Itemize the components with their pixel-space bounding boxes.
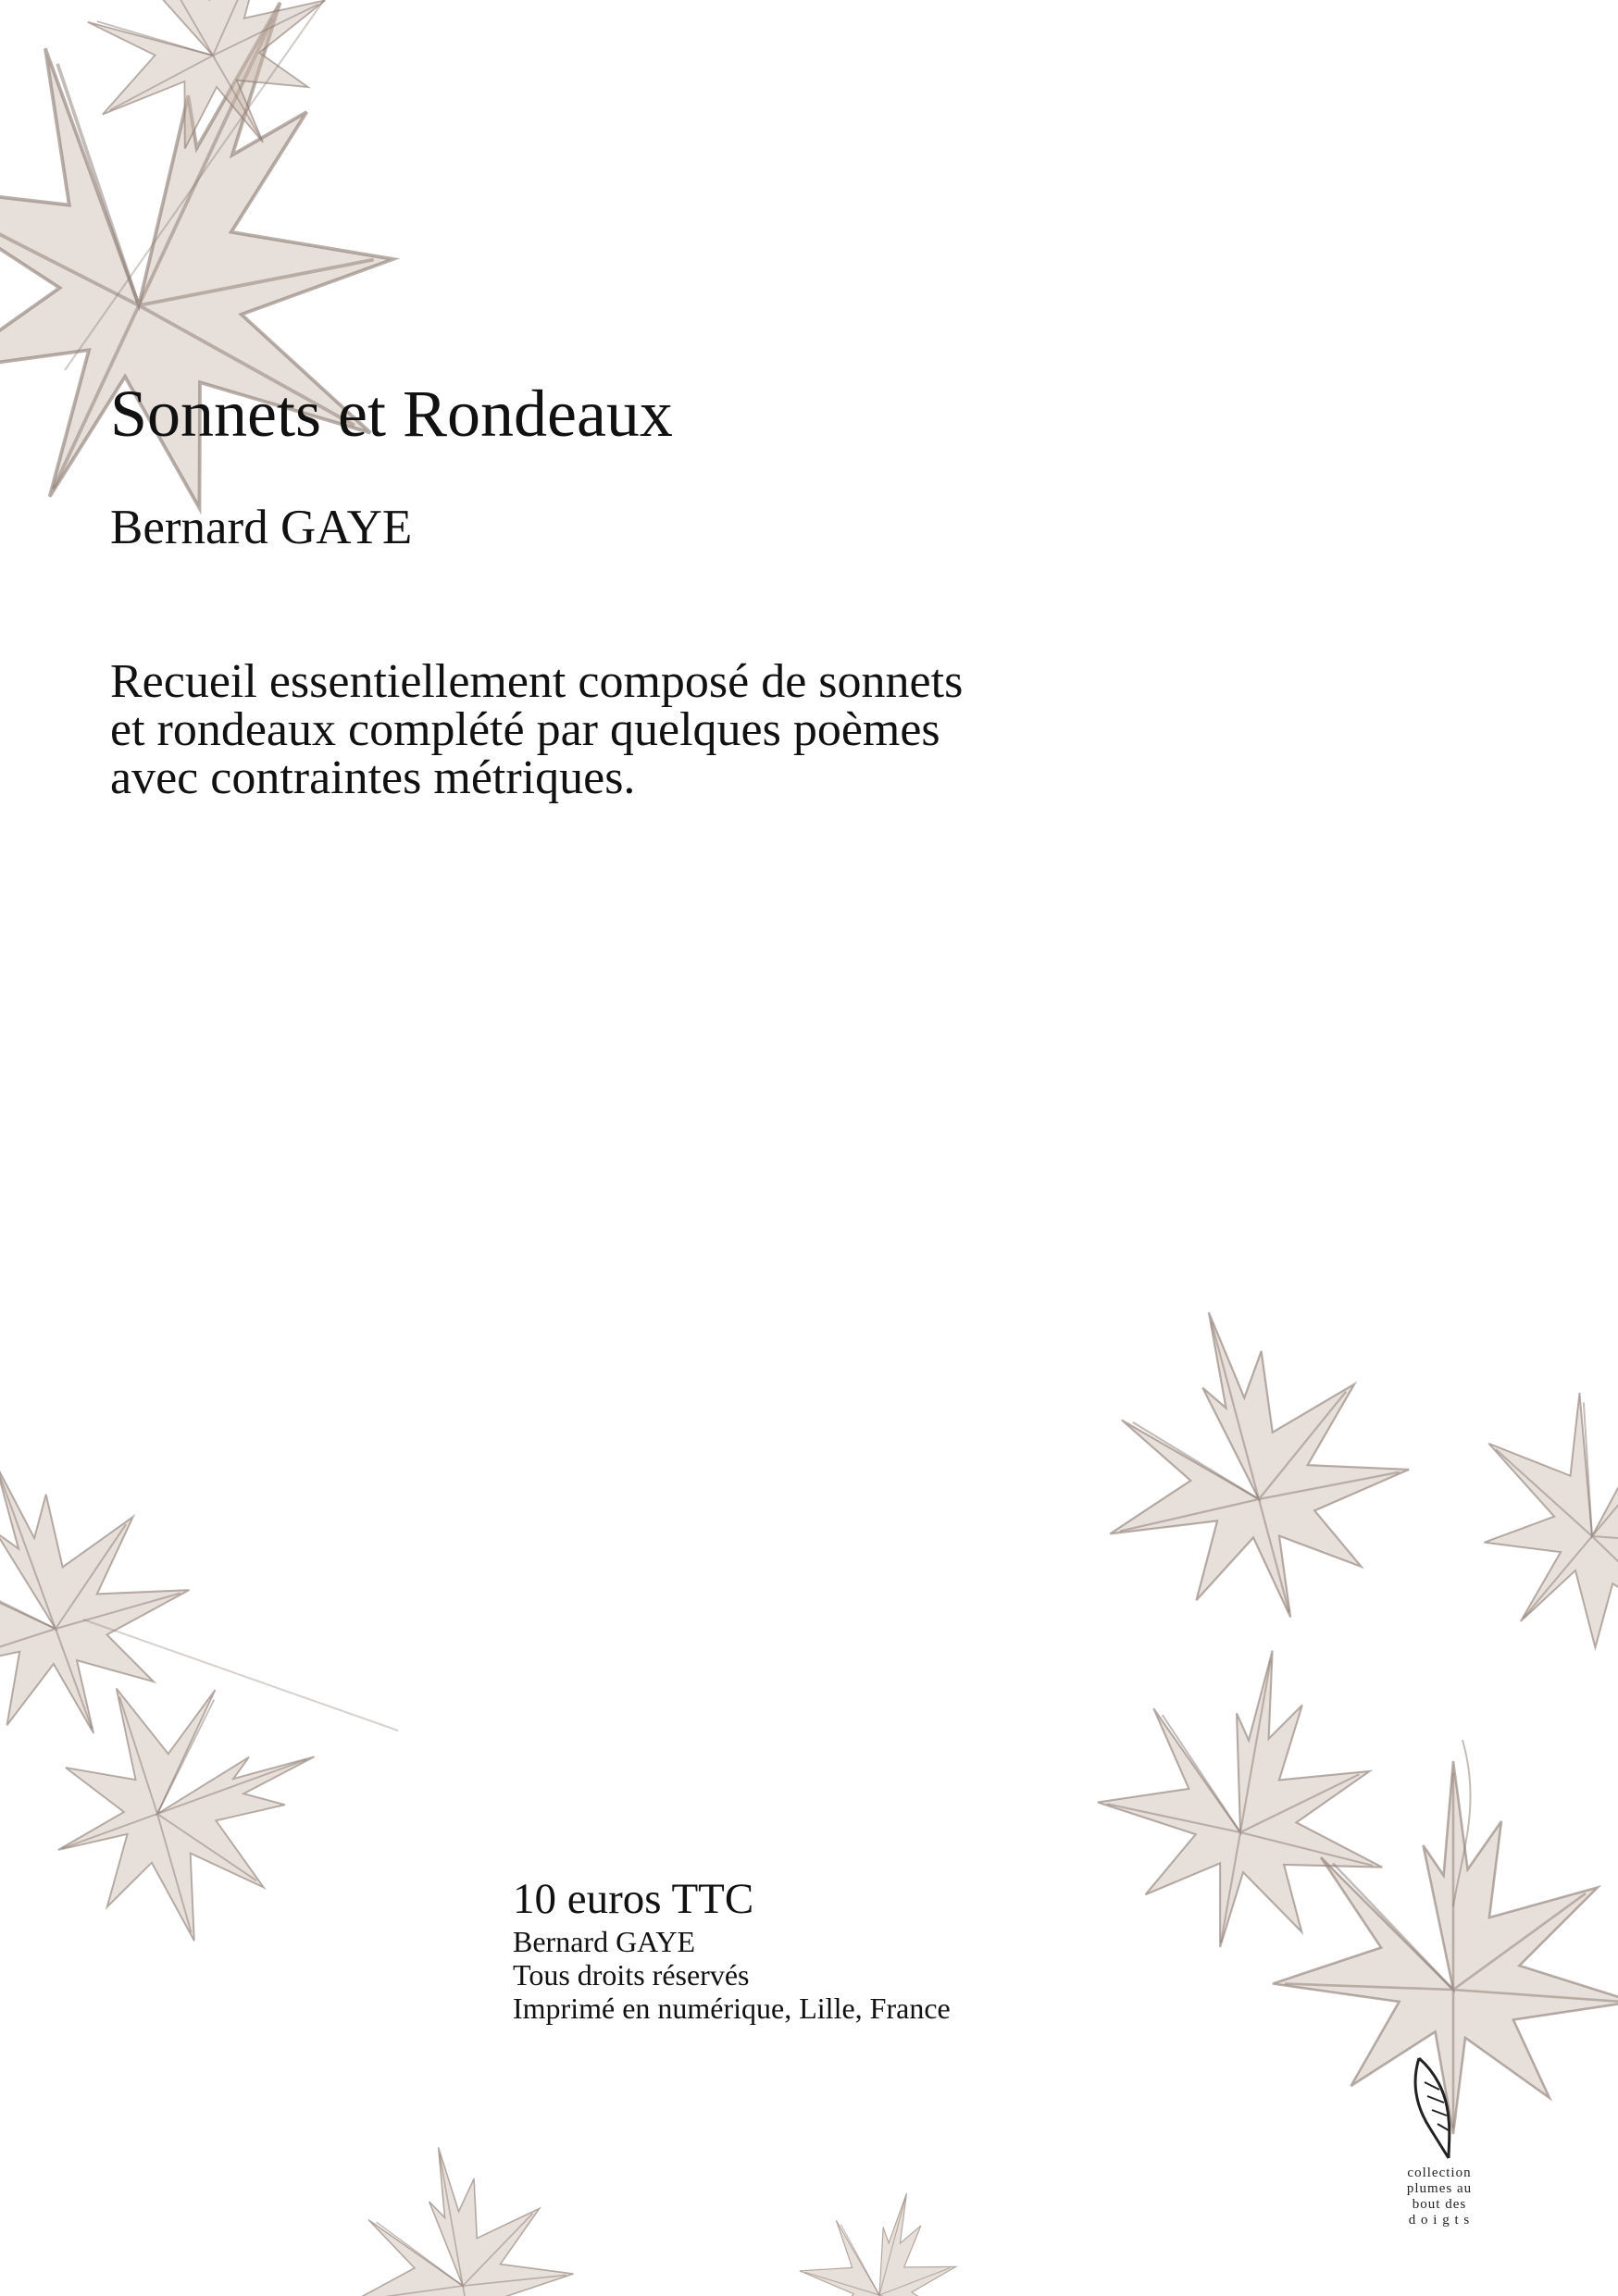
logo-line: bout des: [1412, 2197, 1467, 2212]
logo-line: collection: [1407, 2166, 1472, 2180]
blurb-line: et rondeaux complété par quelques poèmes: [110, 703, 940, 756]
collection-logo: [1388, 2054, 1490, 2228]
price: 10 euros TTC: [513, 1875, 754, 1923]
blurb-line: avec contraintes métriques.: [110, 751, 636, 804]
colophon-printing: Imprimé en numérique, Lille, France: [513, 1992, 951, 2025]
leaf-bottom-mid-edge: [781, 2172, 987, 2296]
book-blurb: [110, 655, 1221, 804]
blurb-line: Recueil essentiellement composé de sonnets: [110, 655, 964, 708]
feather-quill-icon: [1402, 2054, 1476, 2166]
leaf-bottom-left-edge: [329, 2128, 587, 2296]
colophon: [513, 1873, 951, 2025]
leaf-right-upper: [1062, 1272, 1438, 1657]
book-title: Sonnets et Rondeaux: [110, 377, 673, 451]
colophon-author: Bernard GAYE: [513, 1925, 695, 1958]
book-author: Bernard GAYE: [110, 501, 413, 554]
leaf-right-edge: [1414, 1312, 1618, 1710]
colophon-rights: Tous droits réservés: [513, 1958, 750, 1992]
logo-line: plumes au: [1406, 2181, 1473, 2196]
logo-line: d o i g t s: [1408, 2213, 1471, 2228]
